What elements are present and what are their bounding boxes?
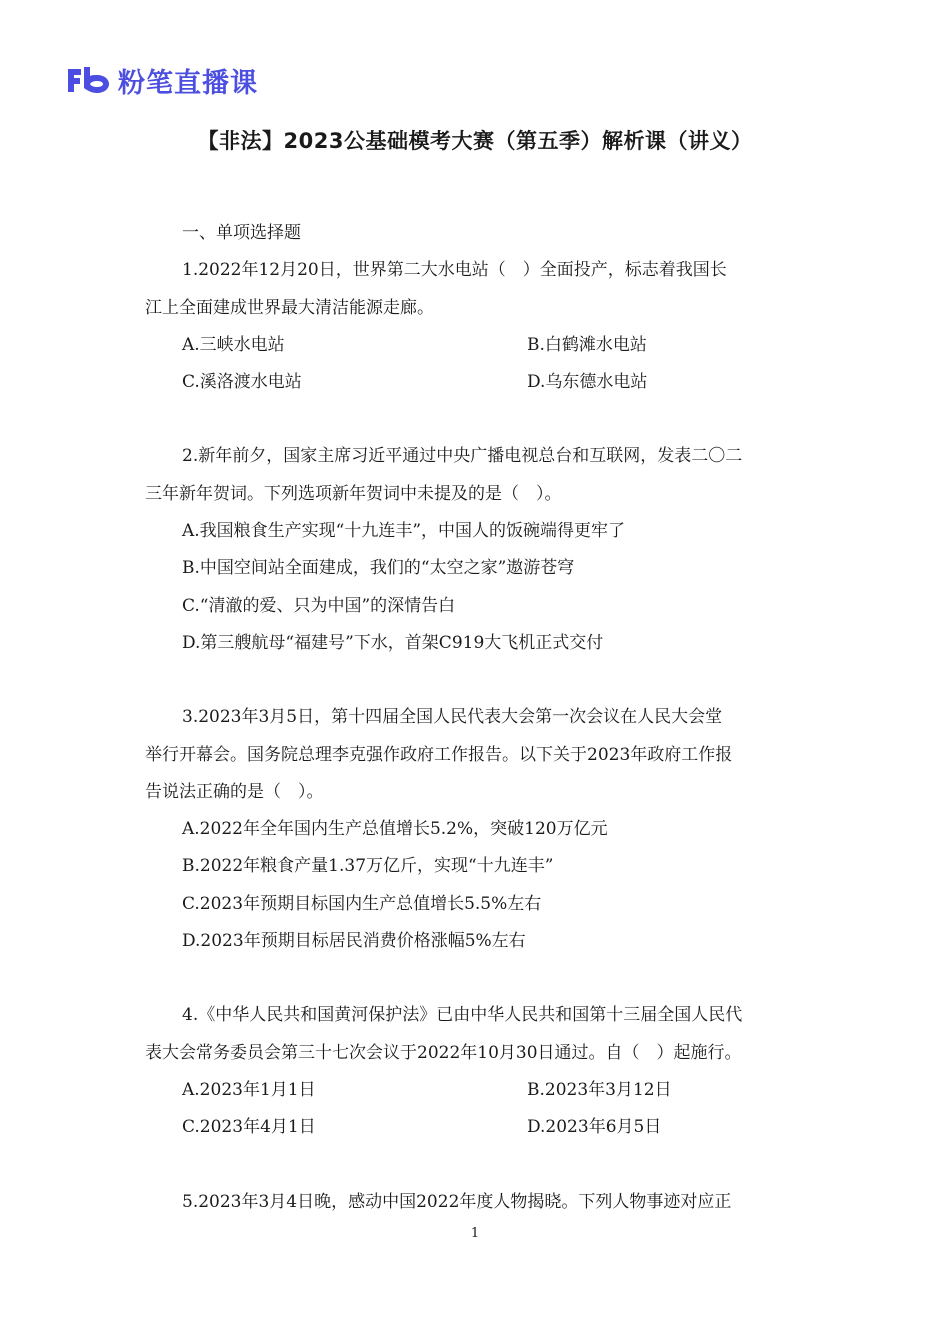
option-b: B.2022年粮食产量1.37万亿斤，实现“十九连丰” — [182, 856, 554, 877]
question-2 — [145, 438, 810, 662]
question-stem: 表大会常务委员会第三十七次会议于2022年10月30日通过。自（ ）起施行。 — [145, 1042, 742, 1063]
options-row — [145, 1072, 810, 1109]
option-a: A.2022年全年国内生产总值增长5.2%，突破120万亿元 — [182, 819, 608, 840]
option-b: B.中国空间站全面建成，我们的“太空之家”遨游苍穹 — [182, 558, 575, 579]
question-stem: 举行开幕会。国务院总理李克强作政府工作报告。以下关于2023年政府工作报 — [145, 744, 733, 765]
question-stem: 4.《中华人民共和国黄河保护法》已由中华人民共和国第十三届全国人民代 — [182, 1005, 743, 1026]
option-d: D.2023年预期目标居民消费价格涨幅5%左右 — [182, 931, 526, 952]
page-number: 1 — [470, 1226, 480, 1241]
option-d: D.2023年6月5日 — [527, 1117, 662, 1138]
options-row — [145, 364, 810, 401]
question-stem: 1.2022年12月20日，世界第二大水电站（ ）全面投产，标志着我国长 — [182, 260, 727, 281]
option-c: C.2023年预期目标国内生产总值增长5.5%左右 — [182, 893, 542, 914]
option-a: A.2023年1月1日 — [182, 1079, 316, 1100]
option-a: A.我国粮食生产实现“十九连丰”，中国人的饭碗端得更牢了 — [182, 521, 626, 542]
question-3 — [145, 699, 810, 960]
option-c: C.“清澈的爱、只为中国”的深情告白 — [182, 595, 456, 616]
question-stem: 2.新年前夕，国家主席习近平通过中央广播电视总台和互联网，发表二〇二 — [182, 446, 743, 467]
brand-name: 粉笔直播课 — [118, 67, 258, 99]
brand-logo — [66, 62, 258, 98]
fb-logo-icon — [66, 65, 112, 95]
option-a: A.三峡水电站 — [182, 334, 285, 355]
section-heading: 一、单项选择题 — [182, 223, 301, 243]
option-d: D.乌东德水电站 — [527, 372, 648, 393]
document-body — [145, 215, 810, 1221]
question-stem: 3.2023年3月5日，第十四届全国人民代表大会第一次会议在人民大会堂 — [182, 707, 723, 728]
question-stem: 三年新年贺词。下列选项新年贺词中未提及的是（ ）。 — [145, 483, 562, 504]
option-d: D.第三艘航母“福建号”下水，首架C919大飞机正式交付 — [182, 632, 604, 653]
question-4 — [145, 997, 810, 1146]
question-stem: 5.2023年3月4日晚，感动中国2022年度人物揭晓。下列人物事迹对应正 — [182, 1191, 732, 1212]
question-stem: 江上全面建成世界最大清洁能源走廊。 — [145, 297, 434, 318]
option-b: B.白鹤滩水电站 — [527, 334, 647, 355]
question-stem: 告说法正确的是（ ）。 — [145, 781, 324, 802]
option-c: C.溪洛渡水电站 — [182, 372, 302, 393]
options-row — [145, 1109, 810, 1146]
question-5 — [145, 1184, 810, 1221]
option-b: B.2023年3月12日 — [527, 1079, 672, 1100]
option-c: C.2023年4月1日 — [182, 1117, 316, 1138]
options-row — [145, 327, 810, 364]
document-title: 【非法】2023公基础模考大赛（第五季）解析课（讲义） — [197, 129, 753, 153]
question-1 — [145, 252, 810, 401]
